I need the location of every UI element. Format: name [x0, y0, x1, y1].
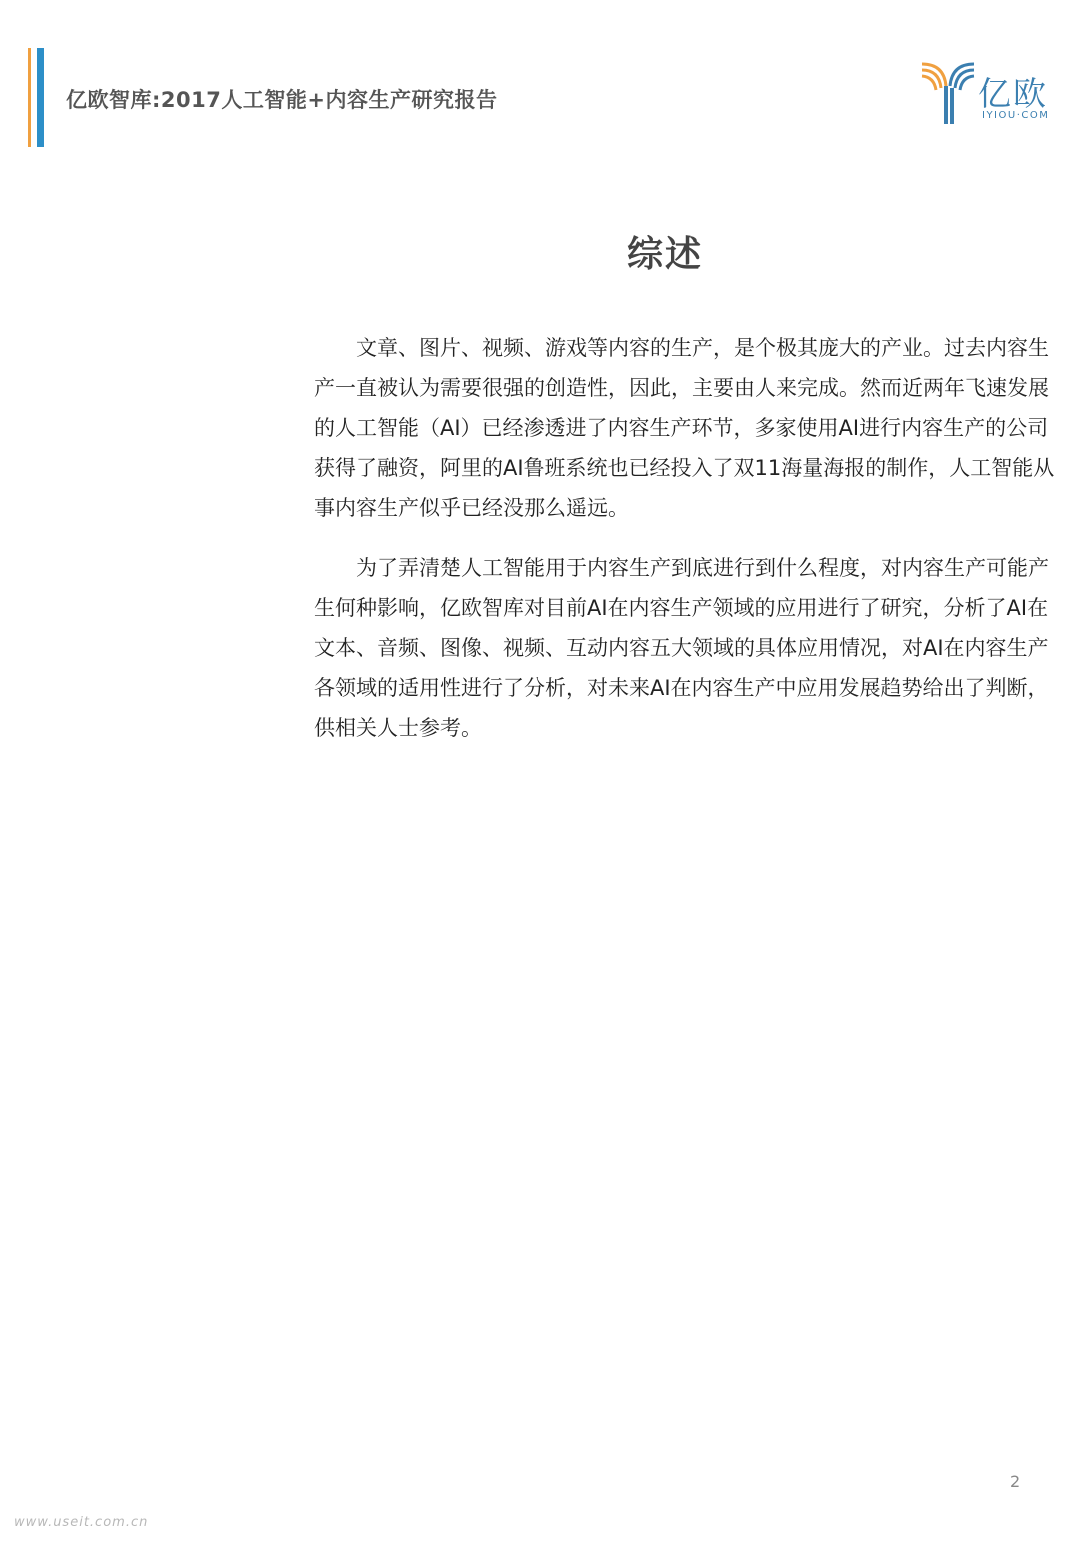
summary-paragraph-2: 为了弄清楚人工智能用于内容生产到底进行到什么程度，对内容生产可能产生何种影响，亿欧智库对目前AI在内容生产领域的应用进行了研究，分析了AI在文本、音频、图像、视频、互动内容五大领域的具体应用情况，对AI在内容生产各领域的适用性进行了分析，对未来AI在内容生产中应用发展趋势给出了判断，供相关人士参考。 [314, 556, 1049, 740]
logo-text-en: IYIOU·COM [982, 110, 1050, 121]
page-number: 2 [1010, 1472, 1021, 1491]
site-watermark: www.useit.com.cn [14, 1515, 149, 1530]
report-header-title: 亿欧智库:2017人工智能+内容生产研究报告 [66, 88, 498, 112]
accent-bar-blue [37, 48, 44, 147]
iyiou-logo [920, 60, 1060, 132]
summary-paragraph-1: 文章、图片、视频、游戏等内容的生产，是个极其庞大的产业。过去内容生产一直被认为需要很强的创造性，因此，主要由人来完成。然而近两年飞速发展的人工智能（AI）已经渗透进了内容生产环节，多家使用AI进行内容生产的公司获得了融资，阿里的AI鲁班系统也已经投入了双11海量海报的制作，人工智能从事内容生产似乎已经没那么遥远。 [314, 336, 1055, 520]
iyiou-logo-mark-icon [920, 60, 976, 126]
accent-bar-orange [28, 48, 31, 147]
logo-text-cn: 亿欧 [978, 74, 1048, 113]
section-title: 综述 [626, 234, 703, 275]
header-accent-bars [28, 48, 48, 147]
